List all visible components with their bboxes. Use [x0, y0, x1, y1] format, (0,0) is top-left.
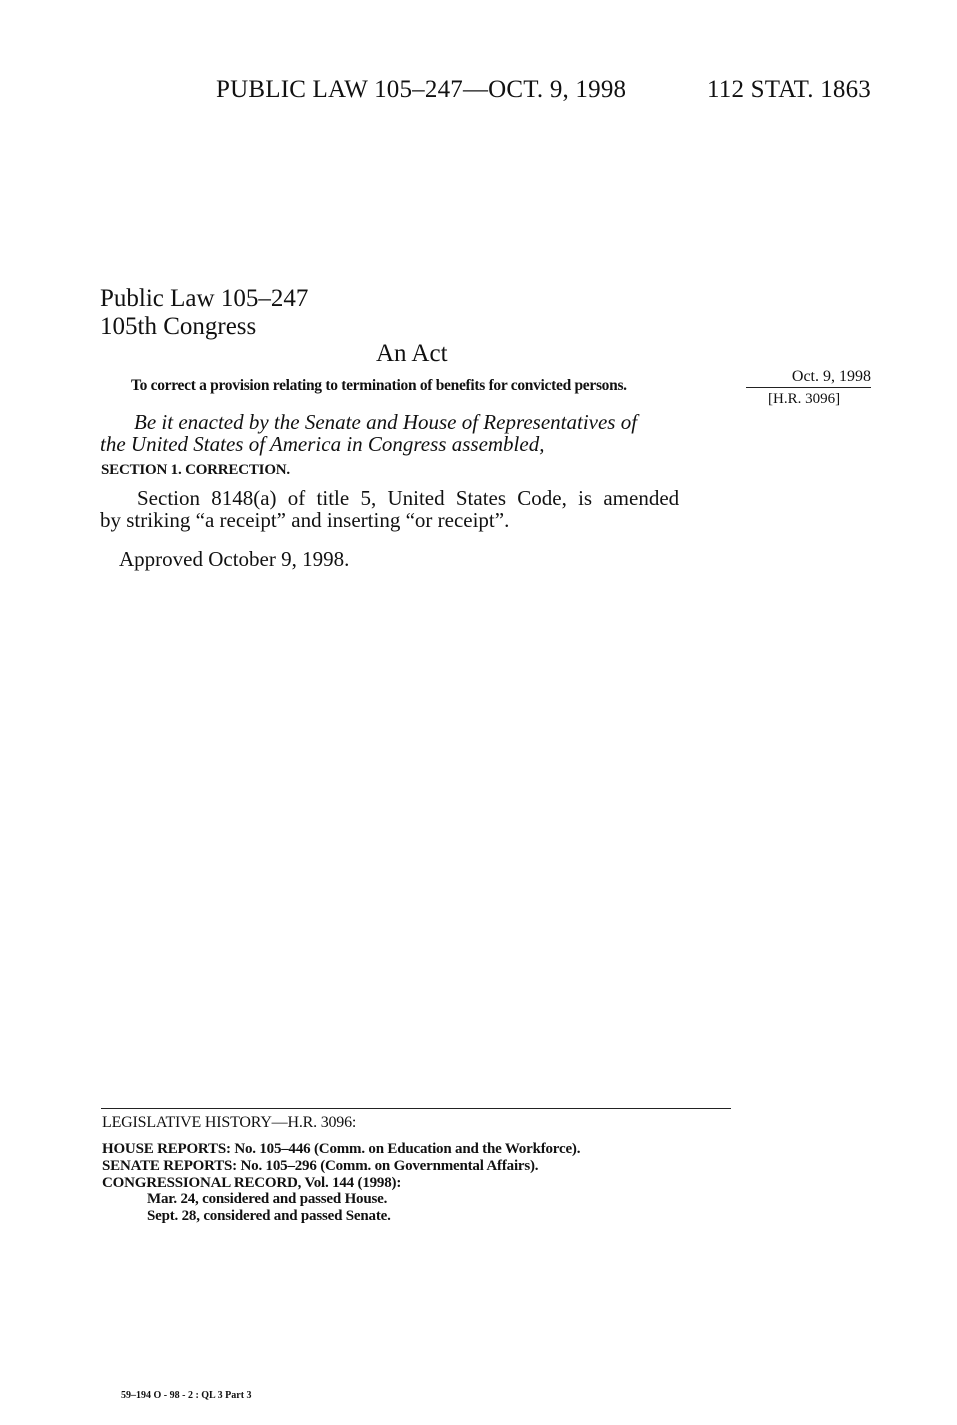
margin-note-bill-number: [H.R. 3096] [768, 391, 841, 407]
running-head-page-number: 112 STAT. 1863 [707, 76, 871, 103]
public-law-title: Public Law 105–247 [100, 285, 309, 312]
legislative-history-heading: LEGISLATIVE HISTORY—H.R. 3096: [102, 1114, 357, 1131]
record-entry: Mar. 24, considered and passed House. [147, 1191, 388, 1207]
legislative-history-divider [101, 1108, 731, 1109]
section-text-line-1: Section 8148(a) of title 5, United States Code, is amended [137, 486, 680, 510]
approval-date: Approved October 9, 1998. [119, 547, 350, 571]
congress-label: 105th Congress [100, 313, 257, 340]
section-text-line-2: by striking “a receipt” and inserting “or receipt”. [100, 508, 510, 532]
act-purpose: To correct a provision relating to termination of benefits for convicted persons. [131, 377, 627, 394]
running-head-left: PUBLIC LAW 105–247—OCT. 9, 1998 [216, 76, 627, 103]
house-reports: HOUSE REPORTS: No. 105–446 (Comm. on Education and the Workforce). [102, 1141, 581, 1157]
enacting-clause-line-2: the United States of America in Congress assembled, [100, 432, 545, 456]
congressional-record: CONGRESSIONAL RECORD, Vol. 144 (1998): [102, 1175, 402, 1191]
record-entry: Sept. 28, considered and passed Senate. [147, 1208, 391, 1224]
print-job-code: 59–194 O - 98 - 2 : QL 3 Part 3 [121, 1390, 252, 1401]
section-heading: SECTION 1. CORRECTION. [101, 462, 290, 478]
senate-reports: SENATE REPORTS: No. 105–296 (Comm. on Governmental Affairs). [102, 1158, 539, 1174]
act-heading: An Act [376, 340, 448, 367]
margin-note-date: Oct. 9, 1998 [746, 368, 871, 388]
enacting-clause-line-1: Be it enacted by the Senate and House of Representatives of [134, 410, 638, 434]
